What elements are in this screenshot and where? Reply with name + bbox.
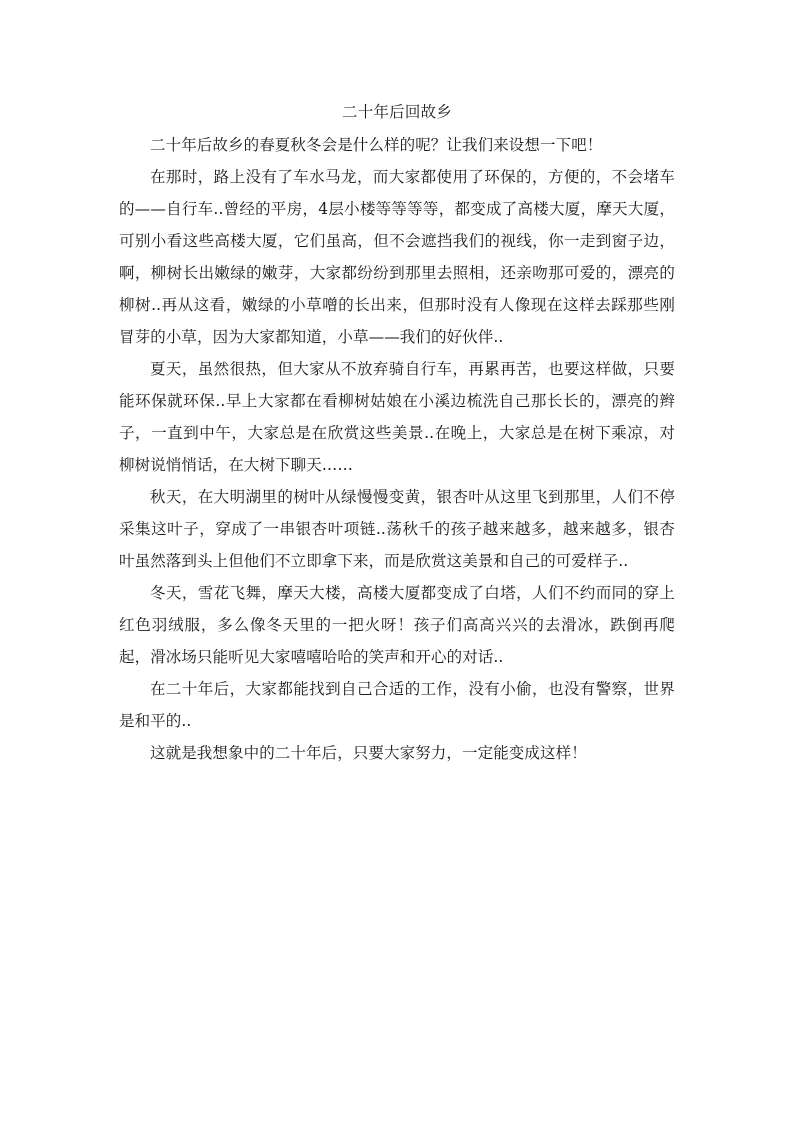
paragraph-future: 在二十年后，大家都能找到自己合适的工作，没有小偷，也没有警察，世界是和平的..	[119, 680, 675, 730]
paragraph-conclusion: 这就是我想象中的二十年后，只要大家努力，一定能变成这样！	[150, 744, 587, 762]
paragraph-autumn: 秋天，在大明湖里的树叶从绿慢慢变黄，银杏叶从这里飞到那里，人们不停采集这叶子，穿成了一串银杏叶项链..荡秋千的孩子越来越多，越来越多，银杏叶虽然落到头上但他们不立即拿下来，而是欣赏这美景和自己的可爱样子..	[119, 488, 675, 570]
paragraph-spring: 在那时，路上没有了车水马龙，而大家都使用了环保的，方便的，不会堵车的——自行车..曾经的平房，4层小楼等等等等，都变成了高楼大厦，摩天大厦，可别小看这些高楼大厦，它们虽高，但不会遮挡我们的视线，你一走到窗子边，啊，柳树长出嫩绿的嫩芽，大家都纷纷到那里去照相，还亲吻那可爱的，漂亮的柳树..再从这看，嫩绿的小草噌的长出来，但那时没有人像现在这样去踩那些刚冒芽的小草，因为大家都知道，小草——我们的好伙伴..	[119, 168, 675, 346]
document-page	[119, 96, 675, 769]
paragraph-winter: 冬天，雪花飞舞，摩天大楼，高楼大厦都变成了白塔，人们不约而同的穿上红色羽绒服，多么像冬天里的一把火呀！孩子们高高兴兴的去滑冰，跌倒再爬起，滑冰场只能听见大家嘻嘻哈哈的笑声和开心的对话..	[119, 584, 675, 666]
document-title: 二十年后回故乡	[342, 103, 452, 121]
paragraph-intro: 二十年后故乡的春夏秋冬会是什么样的呢？让我们来设想一下吧！	[150, 136, 603, 154]
paragraph-summer: 夏天，虽然很热，但大家从不放弃骑自行车，再累再苦，也要这样做，只要能环保就环保..早上大家都在看柳树姑娘在小溪边梳洗自己那长长的，漂亮的辫子，一直到中午，大家总是在欣赏这些美景..在晚上，大家总是在树下乘凉，对柳树说悄悄话，在大树下聊天……	[119, 360, 675, 474]
